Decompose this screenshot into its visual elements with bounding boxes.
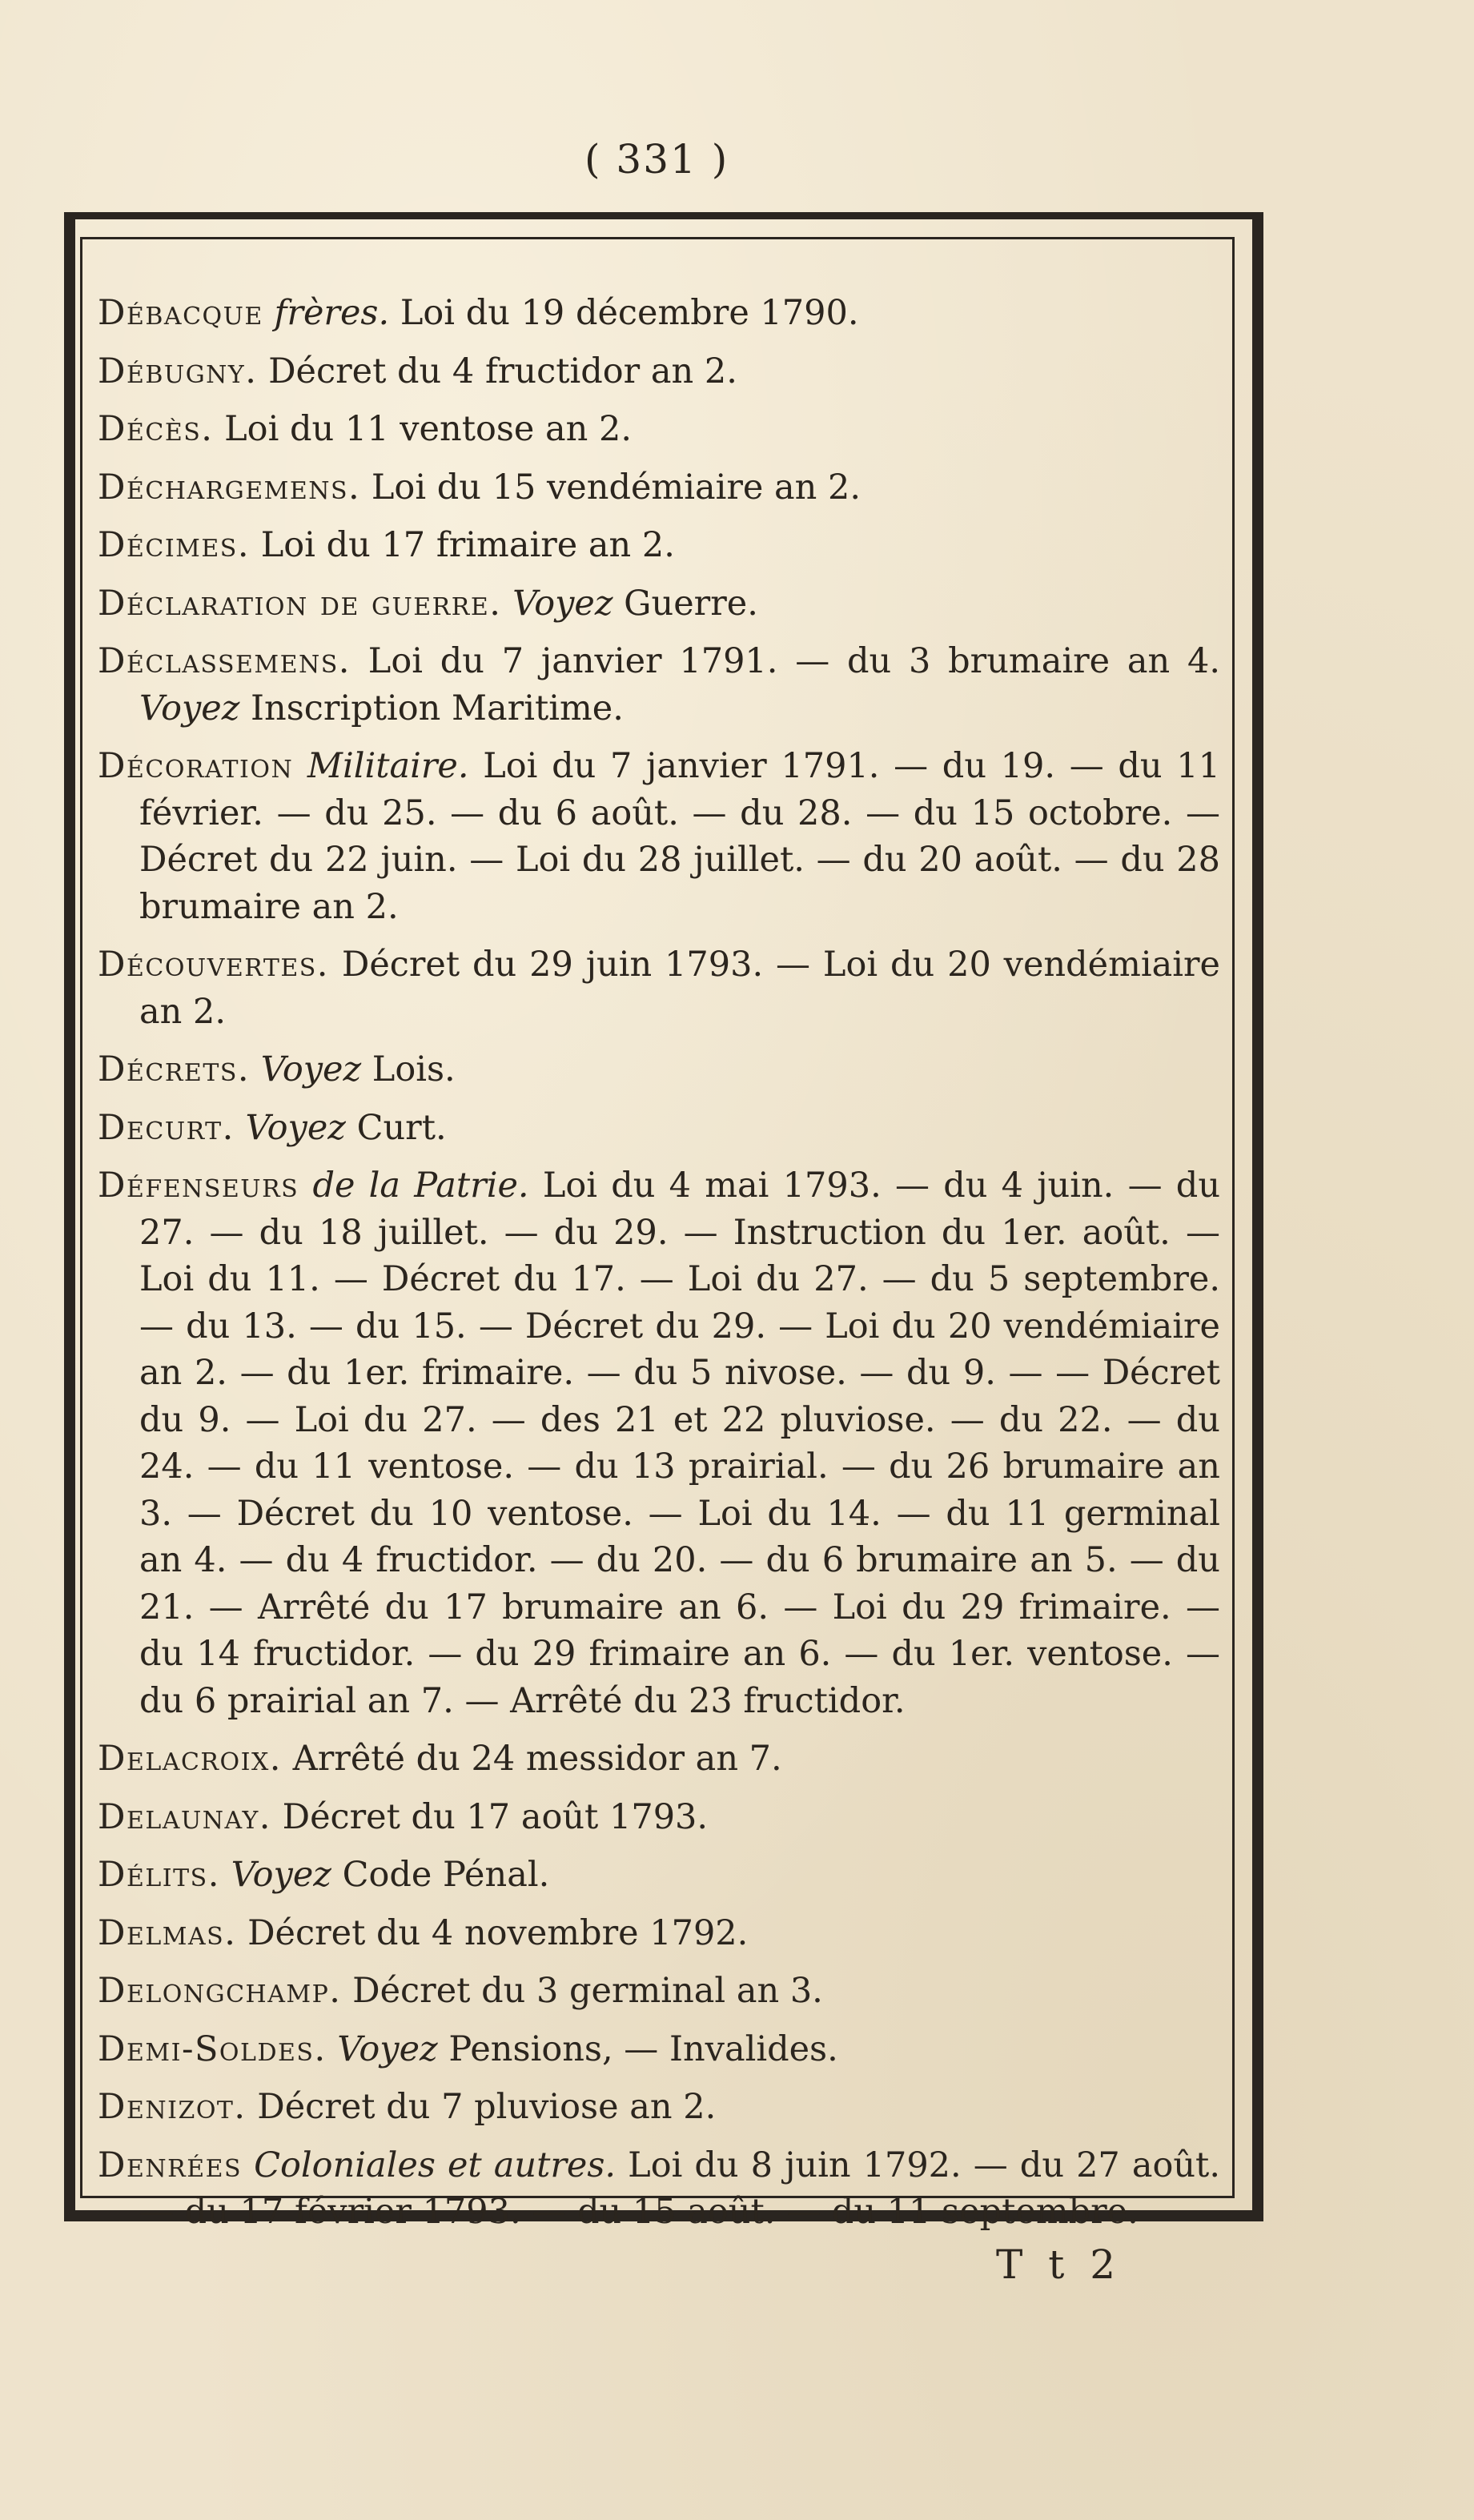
index-entry	[98, 1162, 1220, 1724]
entry-text: Arrêté du 24 messidor an 7.	[281, 1739, 782, 1779]
index-entry	[98, 941, 1220, 1035]
entry-headword: Découvertes.	[98, 945, 329, 985]
entry-headword: Décoration	[98, 746, 294, 786]
index-entry	[98, 1046, 1220, 1093]
index-entry	[98, 290, 1220, 337]
entry-headword: Delmas.	[98, 1912, 237, 1953]
entry-text: Loi du 7 janvier 1791. — du 3 brumaire an 4.	[350, 641, 1220, 681]
entry-headword: Déchargemens.	[98, 467, 361, 508]
index-entry	[98, 2084, 1220, 2131]
entry-text: Code Pénal.	[331, 1855, 550, 1895]
entry-text: Décret du 29 juin 1793. — Loi du 20 vendémiaire an 2.	[139, 945, 1220, 1032]
index-entry	[98, 1852, 1220, 1899]
entry-text: Loi du 4 mai 1793. — du 4 juin. — du 27. — du 18 juillet. — du 29. — Instruction du 1er. août. — Loi du 11. — Décret du 17. — Loi du 27. — du 5 septembre. — du 13. — du 15. — Décret du 29. — Loi du 20 vendémiaire an 2. — du 1er. frimaire. — du 5 nivose. — du 9. — — Décret du 9. — Loi du 27. — des 21 et 22 pluviose. — du 22. — du 24. — du 11 ventose. — du 13 prairial. — du 26 brumaire an 3. — Décret du 10 ventose. — Loi du 14. — du 11 germinal an 4. — du 4 fructidor. — du 20. — du 6 brumaire an 5. — du 21. — Arrêté du 17 brumaire an 6. — Loi du 29 frimaire. — du 14 fructidor. — du 29 frimaire an 6. — du 1er. ventose. — du 6 prairial an 7. — Arrêté du 23 fructidor.	[139, 1166, 1221, 1721]
index-entry	[98, 522, 1220, 569]
entry-italic: Coloniales et autres.	[254, 2145, 617, 2185]
entry-text: Pensions, — Invalides.	[437, 2028, 838, 2069]
entry-italic: Voyez	[245, 1107, 346, 1148]
entry-text: Décret du 4 novembre 1792.	[236, 1912, 749, 1953]
entry-text: Loi du 8 juin 1792. — du 27 août. — du 17 février 1793. — du 15 août. — du 11 septembre.	[139, 2145, 1221, 2232]
index-entry	[98, 743, 1220, 930]
index-entry	[98, 1968, 1220, 2015]
entry-text: Lois.	[361, 1049, 456, 1089]
entry-text: Loi du 17 frimaire an 2.	[250, 525, 675, 565]
entry-headword: Denrées	[98, 2145, 243, 2185]
entry-italic: frères.	[274, 293, 390, 333]
entry-text: Loi du 7 janvier 1791. — du 19. — du 11 février. — du 25. — du 6 août. — du 28. — du 15 octobre. — Décret du 22 juin. — Loi du 28 juillet. — du 20 août. — du 28 brumaire an 2.	[139, 746, 1220, 927]
entry-headword: Défenseurs	[98, 1166, 299, 1206]
entry-headword: Delongchamp.	[98, 1971, 342, 2011]
index-entry	[98, 2026, 1220, 2073]
index-entry	[98, 638, 1220, 732]
entry-headword: Décrets.	[98, 1049, 251, 1089]
entry-italic: Voyez	[512, 583, 613, 624]
index-column	[98, 290, 1220, 2247]
entry-italic: Voyez	[260, 1049, 362, 1089]
entry-headword: Decurt.	[98, 1107, 235, 1148]
entry-text: Curt.	[345, 1107, 447, 1148]
index-entry	[98, 1794, 1220, 1841]
entry-italic: Militaire.	[307, 746, 469, 786]
entry-text: Décret du 4 fructidor an 2.	[257, 351, 737, 391]
index-entry	[98, 348, 1220, 395]
entry-text: Décret du 3 germinal an 3.	[341, 1971, 823, 2011]
entry-headword: Délits.	[98, 1855, 220, 1895]
index-entry	[98, 464, 1220, 512]
entry-headword: Denizot.	[98, 2087, 247, 2127]
index-entry	[98, 2142, 1220, 2236]
index-entry	[98, 1105, 1220, 1152]
entry-italic: de la Patrie.	[312, 1166, 529, 1206]
page-number: ( 331 )	[584, 136, 729, 183]
entry-italic: Voyez	[139, 688, 240, 728]
entry-text: Loi du 19 décembre 1790.	[389, 293, 859, 333]
entry-text: Loi du 15 vendémiaire an 2.	[360, 467, 862, 508]
entry-headword: Décès.	[98, 409, 214, 449]
entry-text: Inscription Maritime.	[239, 688, 624, 728]
entry-headword: Déclaration de guerre.	[98, 583, 502, 624]
entry-headword: Delacroix.	[98, 1739, 282, 1779]
index-entry	[98, 406, 1220, 453]
entry-italic: Voyez	[231, 1855, 331, 1895]
entry-headword: Décimes.	[98, 525, 251, 565]
entry-text: Décret du 17 août 1793.	[271, 1796, 709, 1837]
signature-mark: T t 2	[996, 2241, 1123, 2288]
entry-headword: Delaunay.	[98, 1796, 271, 1837]
entry-headword: Débugny.	[98, 351, 258, 391]
entry-headword: Demi-Soldes.	[98, 2028, 327, 2069]
entry-headword: Débacque	[98, 293, 263, 333]
entry-text: Loi du 11 ventose an 2.	[213, 409, 633, 449]
entry-text: Décret du 7 pluviose an 2.	[246, 2087, 717, 2127]
index-entry	[98, 1736, 1220, 1783]
entry-headword: Déclassemens.	[98, 641, 351, 681]
entry-italic: Voyez	[337, 2028, 438, 2069]
index-entry	[98, 580, 1220, 628]
entry-text: Guerre.	[612, 583, 758, 624]
index-entry	[98, 1910, 1220, 1957]
